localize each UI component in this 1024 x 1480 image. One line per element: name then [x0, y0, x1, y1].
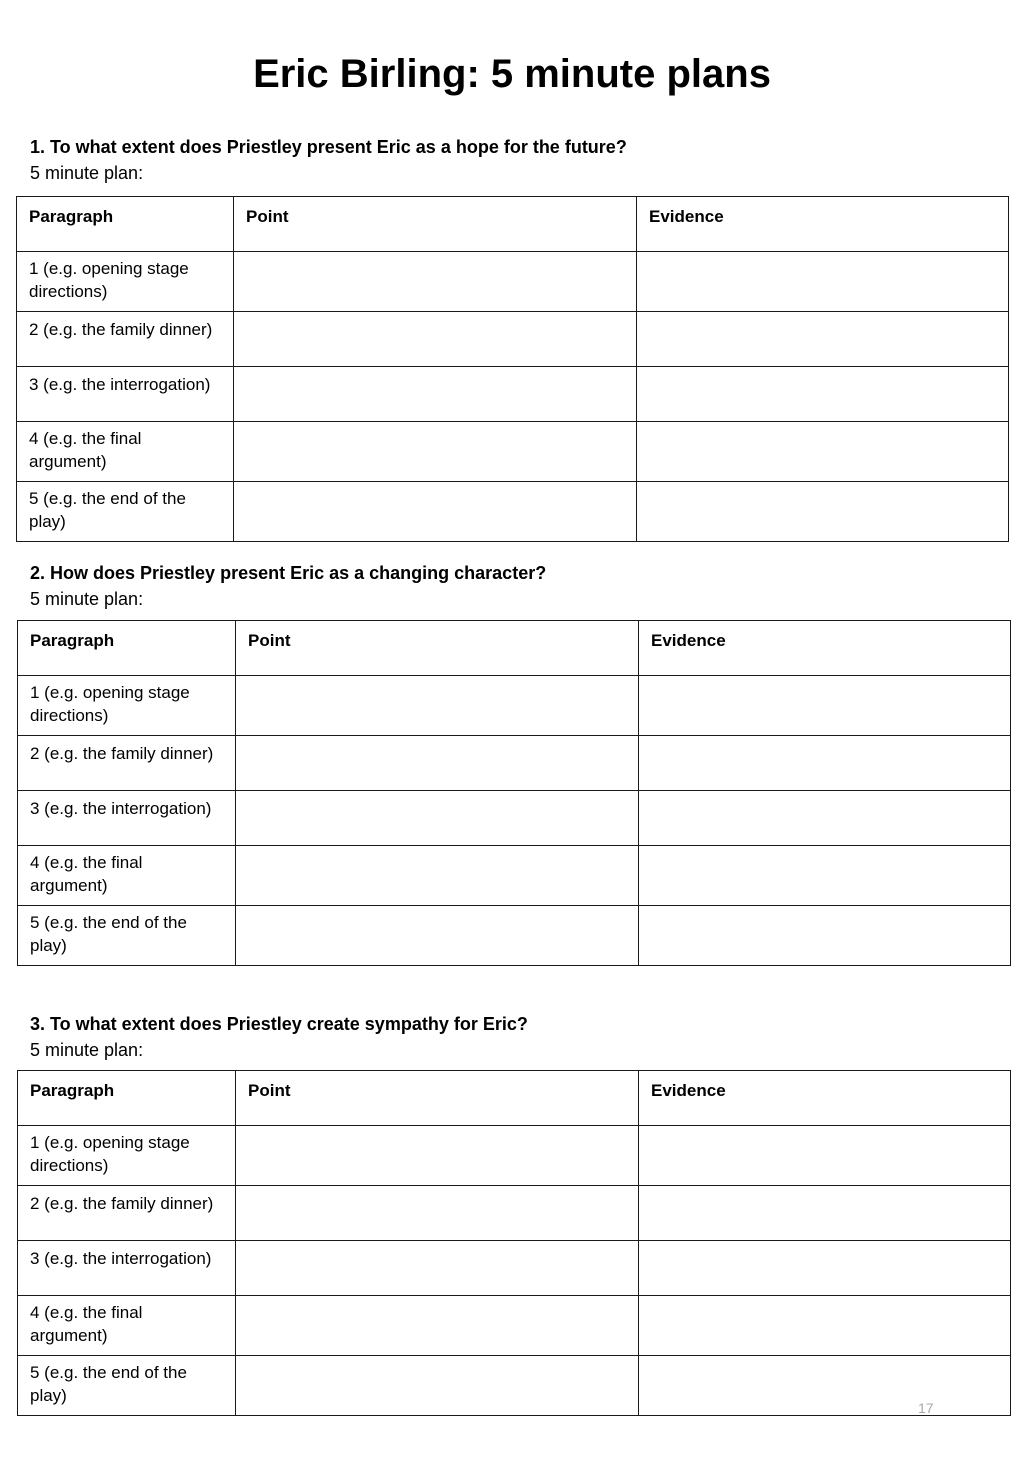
row-label: 2 (e.g. the family dinner) [18, 736, 236, 791]
point-cell[interactable] [234, 482, 637, 542]
evidence-cell[interactable] [637, 422, 1009, 482]
evidence-cell[interactable] [639, 1186, 1011, 1241]
row-label: 3 (e.g. the interrogation) [18, 1241, 236, 1296]
point-cell[interactable] [236, 1356, 639, 1416]
evidence-cell[interactable] [637, 482, 1009, 542]
row-label: 5 (e.g. the end of the play) [18, 1356, 236, 1416]
table-row [17, 422, 1009, 482]
table-row [17, 482, 1009, 542]
plan-table-3 [17, 1070, 1011, 1416]
table-row [18, 676, 1011, 736]
row-label: 1 (e.g. opening stage directions) [17, 252, 234, 312]
plan-table-1 [16, 196, 1009, 542]
header-paragraph: Paragraph [18, 621, 236, 676]
question-3: 3. To what extent does Priestley create sympathy for Eric? [30, 1014, 528, 1034]
plan-label-3: 5 minute plan: [30, 1040, 144, 1060]
point-cell[interactable] [234, 367, 637, 422]
table-row [18, 736, 1011, 791]
table-row [18, 906, 1011, 966]
header-evidence: Evidence [637, 197, 1009, 252]
point-cell[interactable] [234, 422, 637, 482]
row-label: 2 (e.g. the family dinner) [17, 312, 234, 367]
point-cell[interactable] [236, 791, 639, 846]
point-cell[interactable] [234, 312, 637, 367]
row-label: 2 (e.g. the family dinner) [18, 1186, 236, 1241]
row-label: 4 (e.g. the final argument) [18, 1296, 236, 1356]
point-cell[interactable] [236, 736, 639, 791]
evidence-cell[interactable] [639, 1296, 1011, 1356]
table-row [18, 1356, 1011, 1416]
section-2-heading [30, 561, 546, 611]
table-header-row [17, 197, 1009, 252]
row-label: 3 (e.g. the interrogation) [18, 791, 236, 846]
table-row [18, 1126, 1011, 1186]
section-3-heading [30, 1012, 528, 1062]
point-cell[interactable] [236, 1126, 639, 1186]
header-paragraph: Paragraph [18, 1071, 236, 1126]
evidence-cell[interactable] [639, 791, 1011, 846]
table-row [17, 252, 1009, 312]
header-paragraph: Paragraph [17, 197, 234, 252]
table-row [18, 791, 1011, 846]
evidence-cell[interactable] [639, 906, 1011, 966]
table-header-row [18, 621, 1011, 676]
table-header-row [18, 1071, 1011, 1126]
evidence-cell[interactable] [639, 676, 1011, 736]
point-cell[interactable] [236, 906, 639, 966]
plan-label-2: 5 minute plan: [30, 589, 144, 609]
question-1: 1. To what extent does Priestley present Eric as a hope for the future? [30, 137, 627, 157]
table-row [17, 312, 1009, 367]
row-label: 5 (e.g. the end of the play) [18, 906, 236, 966]
row-label: 1 (e.g. opening stage directions) [18, 676, 236, 736]
header-point: Point [236, 1071, 639, 1126]
plan-label-1: 5 minute plan: [30, 163, 144, 183]
header-point: Point [236, 621, 639, 676]
row-label: 4 (e.g. the final argument) [17, 422, 234, 482]
row-label: 4 (e.g. the final argument) [18, 846, 236, 906]
point-cell[interactable] [236, 676, 639, 736]
table-row [18, 1186, 1011, 1241]
row-label: 1 (e.g. opening stage directions) [18, 1126, 236, 1186]
evidence-cell[interactable] [639, 846, 1011, 906]
evidence-cell[interactable] [639, 1126, 1011, 1186]
row-label: 3 (e.g. the interrogation) [17, 367, 234, 422]
point-cell[interactable] [234, 252, 637, 312]
table-row [18, 1241, 1011, 1296]
question-2: 2. How does Priestley present Eric as a changing character? [30, 563, 547, 583]
table-row [18, 846, 1011, 906]
section-1-heading [30, 135, 627, 185]
evidence-cell[interactable] [637, 312, 1009, 367]
point-cell[interactable] [236, 846, 639, 906]
evidence-cell[interactable] [639, 736, 1011, 791]
evidence-cell[interactable] [639, 1356, 1011, 1416]
point-cell[interactable] [236, 1296, 639, 1356]
header-evidence: Evidence [639, 1071, 1011, 1126]
page-title: Eric Birling: 5 minute plans [253, 52, 771, 96]
page-number: 17 [918, 1400, 934, 1416]
row-label: 5 (e.g. the end of the play) [17, 482, 234, 542]
header-evidence: Evidence [639, 621, 1011, 676]
point-cell[interactable] [236, 1241, 639, 1296]
point-cell[interactable] [236, 1186, 639, 1241]
table-row [17, 367, 1009, 422]
evidence-cell[interactable] [639, 1241, 1011, 1296]
header-point: Point [234, 197, 637, 252]
plan-table-2 [17, 620, 1011, 966]
table-row [18, 1296, 1011, 1356]
evidence-cell[interactable] [637, 367, 1009, 422]
evidence-cell[interactable] [637, 252, 1009, 312]
